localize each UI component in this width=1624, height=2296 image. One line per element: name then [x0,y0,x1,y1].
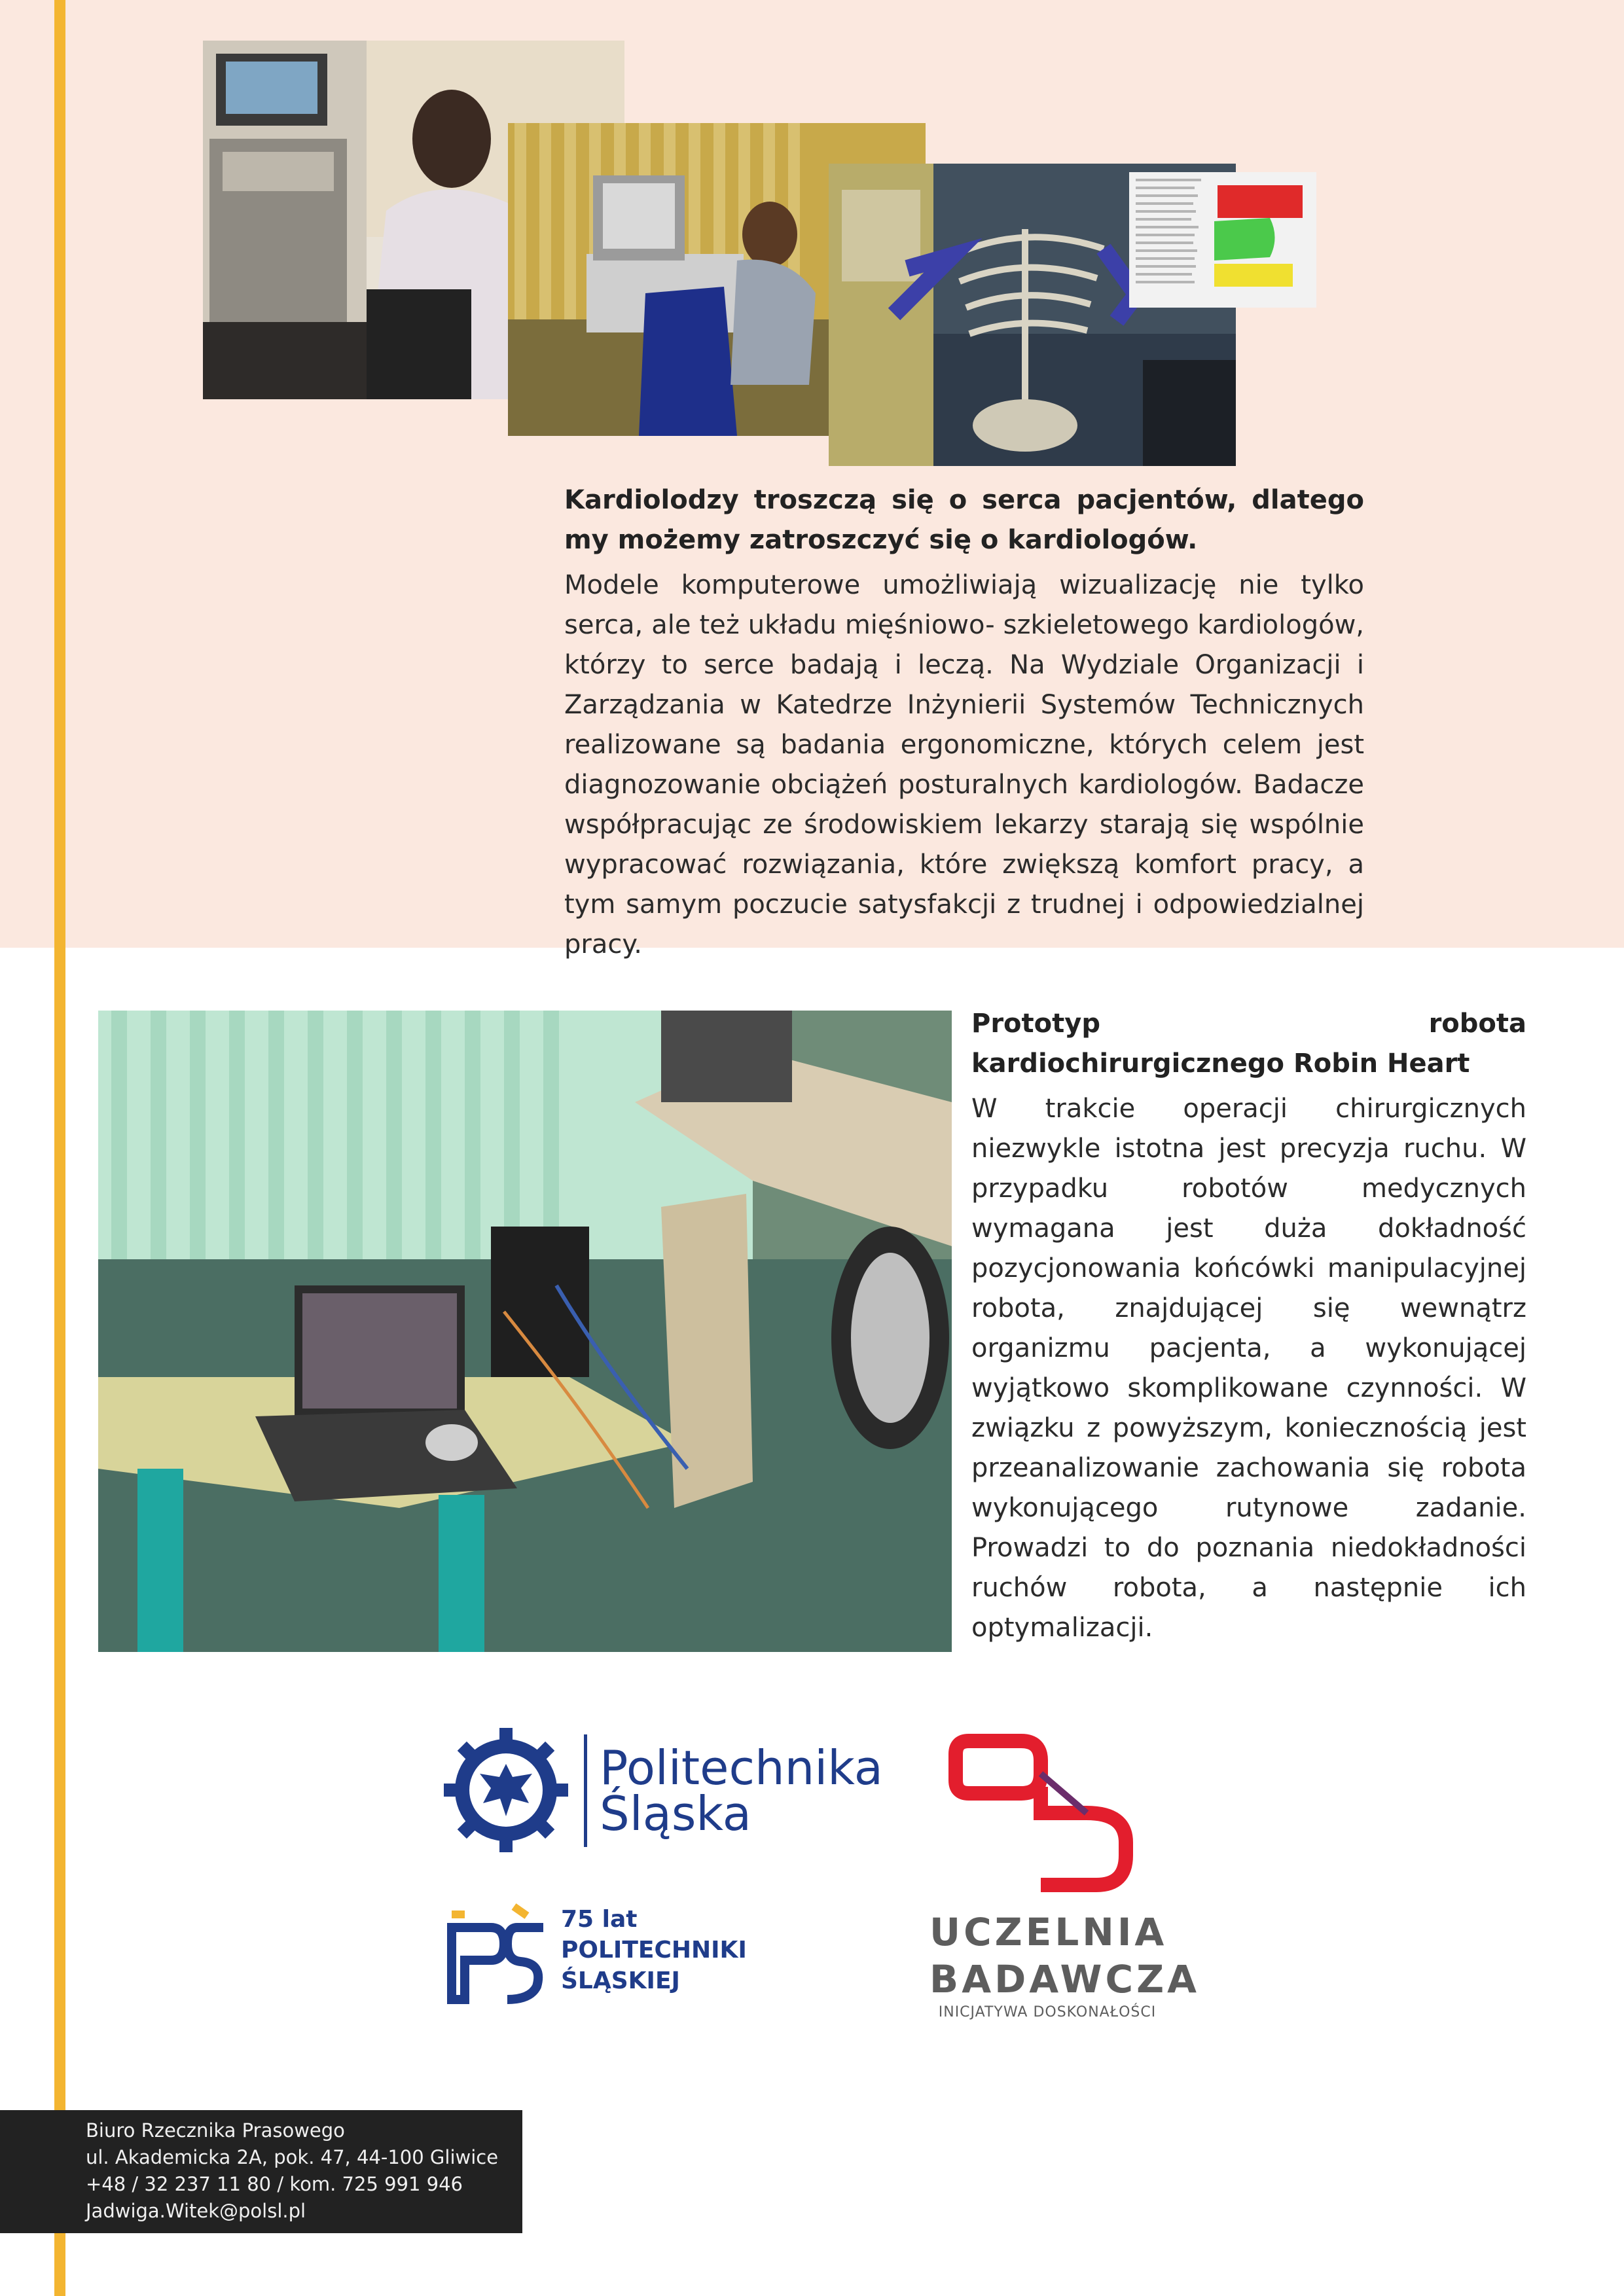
anniversary-75-logo [445,1901,746,2019]
contact-address: ul. Akademicka 2A, pok. 47, 44-100 Gliwice [86,2146,499,2168]
uczelnia-badawcza-logo [929,1728,1200,2029]
politechnika-slaska-logo [444,1728,902,1846]
logo-divider [584,1734,587,1847]
cardiologists-body: Modele komputerowe umożliwiają wizualizację nie tylko serca, ale też układu mięśniowo- szkieletowego kardiologów, którzy to serce badają i leczą. Na Wydziale Organizacji i Zarządzania w Katedrze Inżynierii Systemów Technicznych realizowane są badania ergonomiczne, których celem jest diagnozowanie obciążeń posturalnych kardiologów. Badacze współpracując ze środowiskiem lekarzy starają się wspólnie wypracować rozwiązania, które zwiększą komfort pracy, a tym samym poczucie satysfakcji z trudnej i odpowiedzialnej pracy. [564,570,1364,960]
contact-office: Biuro Rzecznika Prasowego [86,2119,345,2142]
anniversary-line2: POLITECHNIKI [561,1937,747,1964]
uczelnia-line2: BADAWCZA [929,1957,1200,2001]
anniversary-line3: ŚLĄSKIEJ [561,1967,680,1994]
cardiologists-heading: Kardiolodzy troszczą się o serca pacjentów, dlatego my możemy zatroszczyć się o kardiologów. [564,485,1364,555]
uczelnia-line1: UCZELNIA [929,1910,1168,1954]
left-accent-line [54,0,65,2296]
politechnika-eagle-gear-icon [444,1728,568,1852]
anniversary-text [561,1904,747,1996]
cardiologists-section [564,480,1364,965]
analysis-screenshot-inset [1129,172,1316,308]
uczelnia-badawcza-mark-icon [929,1728,1165,1905]
uczelnia-text [929,1909,1200,2022]
politechnika-line1: Politechnika [600,1740,883,1795]
anniversary-line1: 75 lat [561,1906,638,1933]
politechnika-line2: Śląska [600,1786,751,1841]
ps-monogram-icon [445,1901,550,2013]
contact-box [0,2110,522,2233]
robin-heart-body: W trakcie operacji chirurgicznych niezwykle istotna jest precyzja ruchu. W przypadku robotów medycznych wymagana jest duża dokładność pozycjonowania końcówki manipulacyjnej robota, znajdującej się wewnątrz organizmu pacjenta, a wykonującej wyjątkowo skomplikowane czynności. W związku z powyższym, koniecznością jest przeanalizowanie zachowania się robota wykonującego rutynowe zadanie. Prowadzi to do poznania niedokładności ruchów robota, a następnie ich optymalizacji. [971,1094,1526,1643]
contact-email[interactable]: Jadwiga.Witek@polsl.pl [86,2200,306,2222]
uczelnia-line3: INICJATYWA DOSKONAŁOŚCI [938,2004,1157,2020]
contact-phone: +48 / 32 237 11 80 / kom. 725 991 946 [86,2173,463,2195]
robin-heart-section [971,1004,1526,1648]
robin-heart-heading: Prototyp robota kardiochirurgicznego Robin Heart [971,1009,1526,1079]
politechnika-wordmark [600,1740,883,1841]
robin-heart-lab-photo [98,1011,952,1652]
